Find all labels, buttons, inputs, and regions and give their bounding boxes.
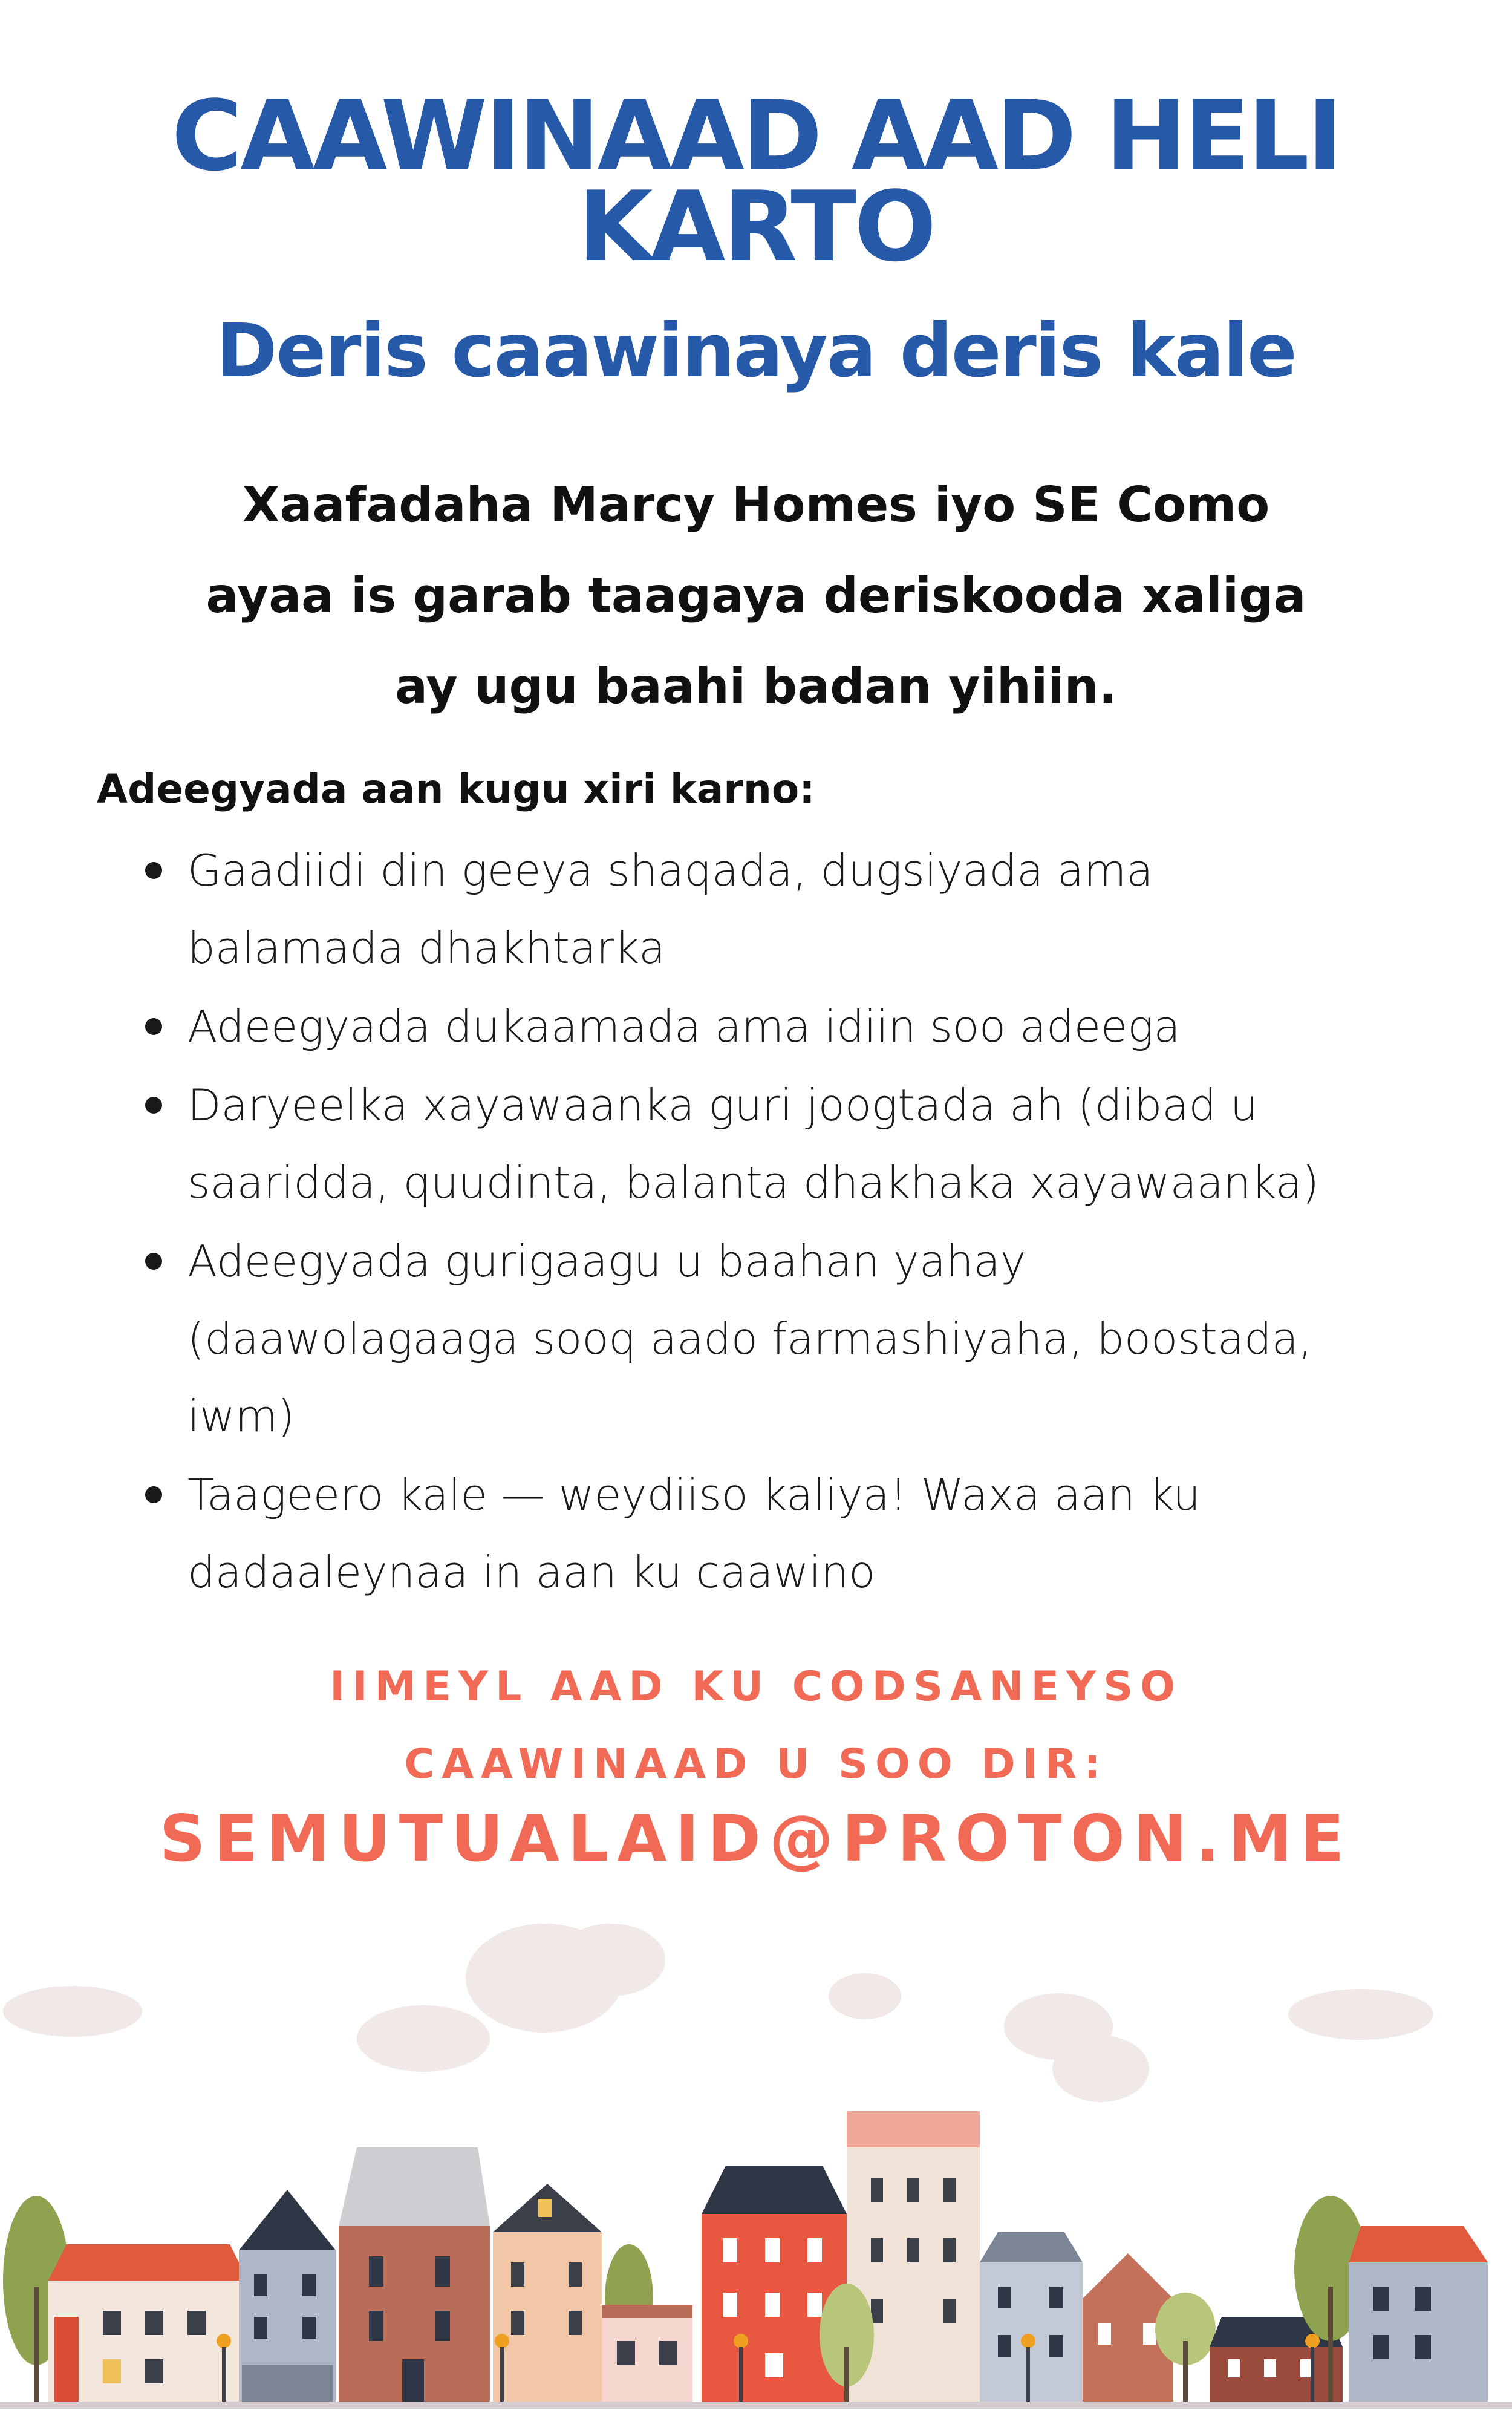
page-subtitle: Deris caawinaya deris kale: [216, 308, 1296, 394]
list-item-line: Adeegyada gurigaagu u baahan yahay: [187, 1236, 1026, 1287]
bullet-icon: [145, 1097, 162, 1114]
cityscape-illustration: [0, 1924, 1512, 2413]
bullet-icon: [145, 862, 162, 879]
list-item: [187, 1066, 1433, 1221]
bullet-icon: [145, 1486, 162, 1503]
title-line-1: CAAWINAAD AAD HELI: [171, 79, 1341, 192]
ground-line: [0, 2402, 1512, 2409]
services-heading: Adeegyada aan kugu xiri karno:: [97, 766, 815, 812]
house-illustration: [493, 2184, 602, 2402]
house-illustration: [239, 2190, 336, 2402]
contact-email-link[interactable]: SEMUTUALAID@PROTON.ME: [159, 1801, 1353, 1876]
list-item: [187, 832, 1433, 987]
cta-line-2: CAAWINAAD U SOO DIR:: [404, 1740, 1108, 1788]
list-item-line: balamada dhakhtarka: [187, 922, 666, 973]
list-item-line: Gaadiidi din geeya shaqada, dugsiyada ama: [187, 845, 1153, 896]
house-illustration: [48, 2244, 248, 2402]
house-illustration: [1349, 2226, 1488, 2402]
list-item-line: dadaaleynaa in aan ku caawino: [187, 1547, 876, 1598]
list-item: [187, 988, 1433, 1065]
clouds-decoration: [3, 1924, 1433, 2102]
list-item-line: (daawolagaaga sooq aado farmashiyaha, boostada,: [187, 1313, 1312, 1364]
intro-line: ayaa is garab taagaya deriskooda xaliga: [206, 567, 1306, 624]
bullet-icon: [145, 1253, 162, 1270]
list-item-line: iwm): [187, 1391, 295, 1442]
house-illustration: [339, 2147, 490, 2402]
house-illustration: [602, 2305, 692, 2402]
cta-line-1: IIMEYL AAD KU CODSANEYSO: [330, 1663, 1182, 1711]
list-item-line: saaridda, quudinta, balanta dhakhaka xayawaanka): [187, 1157, 1320, 1208]
list-item: [187, 1223, 1433, 1455]
list-item-line: Adeegyada dukaamada ama idiin soo adeega: [187, 1001, 1181, 1052]
page-title: [0, 79, 1512, 283]
intro-line: ay ugu baahi badan yihiin.: [394, 658, 1118, 714]
list-item-line: Daryeelka xayawaanka guri joogtada ah (dibad u: [187, 1080, 1258, 1131]
house-illustration: [702, 2166, 847, 2402]
list-item-line: Taageero kale — weydiiso kaliya! Waxa aan ku: [187, 1469, 1201, 1520]
house-illustration: [980, 2232, 1083, 2402]
title-line-2: KARTO: [578, 170, 934, 283]
services-list: [187, 832, 1433, 1612]
intro-paragraph: [121, 460, 1391, 732]
call-to-action: [0, 1648, 1512, 1803]
list-item: [187, 1456, 1433, 1611]
bullet-icon: [145, 1018, 162, 1035]
intro-line: Xaafadaha Marcy Homes iyo SE Como: [242, 477, 1270, 533]
